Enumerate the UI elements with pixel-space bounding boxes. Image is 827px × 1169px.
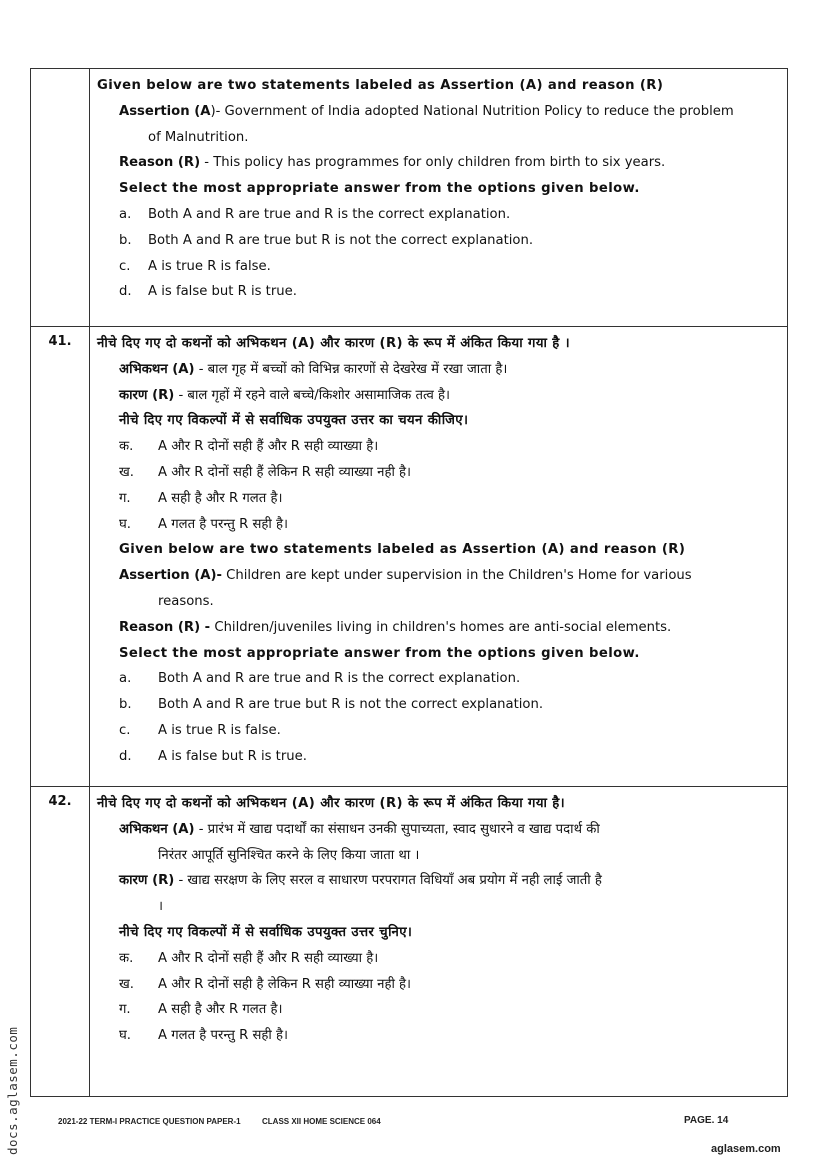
english-assertion-continuation: reasons. (158, 593, 214, 609)
hindi-option-ka (97, 946, 779, 972)
option-label: ख. (119, 976, 134, 992)
hindi-option-kha (97, 972, 779, 998)
option-text: Both A and R are true but R is not the correct explanation. (148, 232, 534, 248)
option-text: A is false but R is true. (158, 748, 307, 764)
hindi-option-gha (97, 512, 779, 538)
hindi-option-ga (97, 486, 779, 512)
hindi-assertion (97, 817, 779, 843)
english-assertion-text: Children are kept under supervision in the Children's Home for various (221, 568, 692, 584)
option-text: A और R दोनों सही हैं और R सही व्याख्या है। (158, 950, 379, 966)
hindi-reason-text: - खाद्य सरक्षण के लिए सरल व साधारण परपरागत विधियाँ अब प्रयोग में नही लाई जाती है (174, 873, 602, 889)
hindi-reason-label: कारण (R) (119, 387, 175, 403)
option-label: क. (119, 950, 134, 966)
option-text: A सही है और R गलत है। (158, 490, 283, 506)
english-select-instruction: Select the most appropriate answer from the options given below. (119, 645, 640, 661)
question-number: 41. (48, 334, 72, 349)
hindi-assertion-continuation: निरंतर आपूर्ति सुनिश्चित करने के लिए किया जाता था । (158, 847, 420, 863)
hindi-assertion-text: - बाल गृह में बच्चों को विभिन्न कारणों से देखरेख में रखा जाता है। (194, 361, 508, 377)
option-label: a. (119, 206, 132, 222)
site-link[interactable]: aglasem.com (711, 1143, 781, 1155)
option-text: A is false but R is true. (148, 284, 297, 300)
english-option-d (97, 744, 779, 770)
reason (97, 150, 779, 176)
hindi-option-ga (97, 997, 779, 1023)
option-b (97, 228, 779, 254)
hindi-option-gha (97, 1023, 779, 1049)
question-number-cell (31, 787, 90, 1097)
select-instruction: Select the most appropriate answer from the options given below. (119, 181, 640, 197)
hindi-assertion-label: अभिकथन (A) (119, 361, 195, 377)
english-assertion-label: Assertion (A)- (119, 568, 222, 584)
question-row-42 (31, 787, 788, 1097)
hindi-option-kha (97, 460, 779, 486)
reason-label: Reason (R) (119, 155, 201, 171)
hindi-select-instruction: नीचे दिए गए विकल्पों में से सर्वाधिक उपयुक्त उत्तर चुनिए। (119, 924, 413, 940)
hindi-reason-text: - बाल गृहों में रहने वाले बच्चे/किशोर असामाजिक तत्व है। (174, 387, 450, 403)
option-label: घ. (119, 1028, 131, 1044)
option-text: A और R दोनों सही है लेकिन R सही व्याख्या नही है। (158, 976, 412, 992)
hindi-assertion (97, 357, 779, 383)
option-label: ख. (119, 464, 134, 480)
option-label: घ. (119, 516, 131, 532)
option-text: A और R दोनों सही हैं और R सही व्याख्या है। (158, 439, 379, 455)
option-c (97, 254, 779, 280)
option-label: a. (119, 671, 132, 687)
option-label: c. (119, 258, 131, 274)
option-a (97, 202, 779, 228)
option-text: Both A and R are true and R is the correct explanation. (148, 206, 511, 222)
assertion-text: )- Government of India adopted National Nutrition Policy to reduce the problem (210, 103, 734, 119)
question-table (30, 68, 788, 1097)
option-text: A गलत है परन्तु R सही है। (158, 1028, 289, 1044)
option-text: Both A and R are true but R is not the correct explanation. (158, 697, 544, 713)
question-number-cell (31, 69, 90, 327)
assertion-label: Assertion (A (119, 103, 211, 119)
option-label: d. (119, 748, 132, 764)
question-content-42 (90, 787, 788, 1097)
question-row-41 (31, 327, 788, 787)
watermark-text: docs.aglasem.com (5, 1026, 20, 1155)
option-text: A सही है और R गलत है। (158, 1002, 283, 1018)
assertion (97, 99, 779, 125)
statement-heading: Given below are two statements labeled as Assertion (A) and reason (R) (97, 78, 664, 93)
watermark (6, 995, 22, 1155)
option-label: c. (119, 722, 131, 738)
hindi-option-ka (97, 434, 779, 460)
english-option-c (97, 718, 779, 744)
hindi-reason-label: कारण (R) (119, 873, 175, 889)
footer-class-subject: CLASS XII HOME SCIENCE 064 (262, 1117, 381, 1126)
option-label: d. (119, 284, 132, 300)
footer-page-number: PAGE. 14 (684, 1115, 729, 1126)
english-option-a (97, 666, 779, 692)
english-reason-label: Reason (R) - (119, 619, 211, 635)
hindi-reason (97, 383, 779, 409)
question-number-cell (31, 327, 90, 787)
hindi-assertion-text: - प्रारंभ में खाद्य पदार्थों का संसाधन उनकी सुपाच्यता, स्वाद सुधारने व खाद्य पदार्थ की (194, 821, 600, 837)
option-text: A is true R is false. (148, 258, 271, 274)
option-text: A और R दोनों सही हैं लेकिन R सही व्याख्या नही है। (158, 464, 412, 480)
option-text: Both A and R are true and R is the correct explanation. (158, 671, 521, 687)
question-row-40 (31, 69, 788, 327)
hindi-heading: नीचे दिए गए दो कथनों को अभिकथन (A) और कारण (R) के रूप में अंकित किया गया है। (97, 796, 566, 811)
option-label: ग. (119, 490, 131, 506)
footer-paper-title: 2021-22 TERM-I PRACTICE QUESTION PAPER-1 (58, 1117, 241, 1126)
question-number: 42. (48, 794, 72, 809)
reason-text: - This policy has programmes for only children from birth to six years. (200, 155, 666, 171)
english-assertion (97, 563, 779, 589)
hindi-assertion-label: अभिकथन (A) (119, 821, 195, 837)
english-heading: Given below are two statements labeled as Assertion (A) and reason (R) (119, 542, 686, 558)
hindi-reason-continuation: । (158, 899, 163, 915)
question-content-40 (90, 69, 788, 327)
hindi-reason (97, 868, 779, 894)
option-d (97, 279, 779, 305)
hindi-heading: नीचे दिए गए दो कथनों को अभिकथन (A) और कारण (R) के रूप में अंकित किया गया है । (97, 336, 571, 351)
assertion-continuation: of Malnutrition. (148, 129, 249, 145)
option-label: क. (119, 439, 134, 455)
option-text: A गलत है परन्तु R सही है। (158, 516, 289, 532)
option-label: b. (119, 697, 132, 713)
english-reason-text: Children/juveniles living in children's homes are anti-social elements. (210, 619, 672, 635)
hindi-select-instruction: नीचे दिए गए विकल्पों में से सर्वाधिक उपयुक्त उत्तर का चयन कीजिए। (119, 413, 469, 429)
option-label: b. (119, 232, 132, 248)
question-content-41 (90, 327, 788, 787)
english-reason (97, 615, 779, 641)
english-option-b (97, 692, 779, 718)
option-text: A is true R is false. (158, 722, 281, 738)
option-label: ग. (119, 1002, 131, 1018)
